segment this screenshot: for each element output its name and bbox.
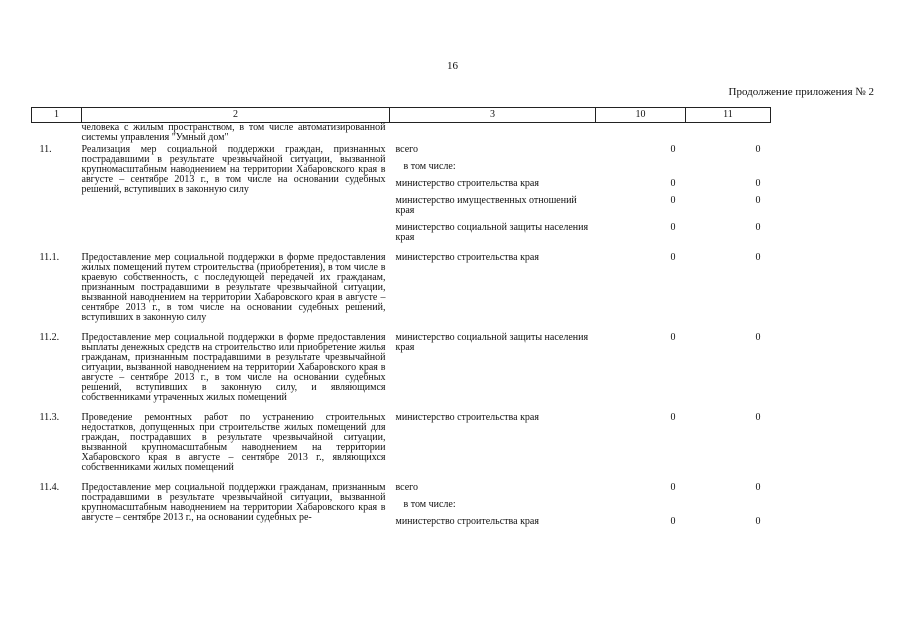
value-col-10 xyxy=(596,162,686,172)
value-col-11 xyxy=(686,500,771,510)
value-col-10: 0 xyxy=(670,332,676,343)
header-col-3: 3 xyxy=(390,108,596,123)
value-col-11-cell xyxy=(686,145,771,253)
header-col-10: 10 xyxy=(596,108,686,123)
value-col-11: 0 xyxy=(755,178,761,189)
value-col-11-cell xyxy=(686,253,771,333)
page-number: 16 xyxy=(447,60,458,72)
row-number-cell xyxy=(32,145,82,253)
table-row xyxy=(32,253,771,333)
executor-cell xyxy=(390,483,596,537)
row-number-cell xyxy=(32,123,82,146)
value-col-11: 0 xyxy=(755,412,761,423)
value-col-10-cell xyxy=(596,483,686,537)
program-table xyxy=(31,107,771,537)
value-col-10-cell xyxy=(596,253,686,333)
table-row xyxy=(32,145,771,253)
row-number: 11.4. xyxy=(39,482,60,493)
row-number: 11.2. xyxy=(39,332,60,343)
value-col-11-cell xyxy=(686,413,771,483)
table-row xyxy=(32,333,771,413)
header-col-1: 1 xyxy=(32,108,82,123)
executor-label: в том числе: xyxy=(403,499,456,510)
value-col-11-cell xyxy=(686,123,771,146)
row-description-cell xyxy=(82,413,390,483)
value-col-10: 0 xyxy=(670,252,676,263)
executor-cell xyxy=(390,333,596,413)
row-number: 11.3. xyxy=(39,412,60,423)
value-col-11: 0 xyxy=(755,516,761,527)
row-number-cell xyxy=(32,253,82,333)
executor-cell xyxy=(390,253,596,333)
value-col-10: 0 xyxy=(670,178,676,189)
executor-cell xyxy=(390,145,596,253)
value-col-10 xyxy=(596,500,686,510)
executor-label: министерство социальной защиты населения края xyxy=(395,222,589,243)
executor-label: министерство строительства края xyxy=(395,516,539,527)
continuation-note: Продолжение приложения № 2 xyxy=(728,86,874,98)
row-description: Предоставление мер социальной поддержки гражданам, признанным пострадавшими в результате чрезвычайной ситуации, вызванной крупномасштабным наводнением на территории Хабаровского края в августе – сентябре 2013 г., на основании судебных ре- xyxy=(81,482,386,523)
executor-label: всего xyxy=(395,144,419,155)
value-col-10: 0 xyxy=(670,482,676,493)
row-description: Реализация мер социальной поддержки граждан, признанных пострадавшими в результате чрезвычайной ситуации, вызванной крупномасштабным наводнением на территории Хабаровского края в августе – сентябре 2013 г., в том числе на основании судебных решений, вступивших в законную силу xyxy=(81,144,386,195)
value-col-10-cell xyxy=(596,413,686,483)
row-number-cell xyxy=(32,483,82,537)
executor-label: всего xyxy=(395,482,419,493)
row-description: Проведение ремонтных работ по устранению строительных недостатков, допущенных при строительстве жилых помещений для граждан, пострадавших в результате чрезвычайной ситуации, вызванной крупномасштабным наводнением на территории Хабаровского края в августе – сентябре 2013 г., являющихся собственниками жилых помещений xyxy=(81,412,386,473)
table-row xyxy=(32,413,771,483)
row-description: человека с жилым пространством, в том числе автоматизированной системы управления "Умный дом" xyxy=(81,122,386,143)
value-col-10: 0 xyxy=(670,222,676,233)
executor-label: министерство строительства края xyxy=(395,178,539,189)
row-description-cell xyxy=(82,333,390,413)
value-col-10-cell xyxy=(596,333,686,413)
executor-label: министерство социальной защиты населения края xyxy=(395,332,589,353)
value-col-10: 0 xyxy=(670,144,676,155)
value-col-11: 0 xyxy=(755,252,761,263)
header-row xyxy=(32,108,771,123)
table-row xyxy=(32,123,771,146)
row-description-cell xyxy=(82,123,390,146)
value-col-10: 0 xyxy=(670,412,676,423)
value-col-10: 0 xyxy=(670,195,676,206)
value-col-11: 0 xyxy=(755,482,761,493)
value-col-11: 0 xyxy=(755,144,761,155)
row-description-cell xyxy=(82,145,390,253)
row-description-cell xyxy=(82,253,390,333)
executor-cell xyxy=(390,123,596,146)
row-description: Предоставление мер социальной поддержки в форме предоставления выплаты денежных средств на строительство или приобретение жилья гражданам, признанным пострадавшими в результате чрезвычайной ситуации, вызванной наводнением на территории Хабаровского края в августе – сентябре 2013 г., в том числе на основании судебных решений, вступивших в законную силу, и являющимся собственниками утраченных жилых помещений xyxy=(81,332,386,403)
executor-cell xyxy=(390,413,596,483)
value-col-10-cell xyxy=(596,145,686,253)
executor-label: министерство имущественных отношений края xyxy=(395,195,577,216)
value-col-10: 0 xyxy=(670,516,676,527)
value-col-11: 0 xyxy=(755,222,761,233)
row-description: Предоставление мер социальной поддержки в форме предоставления жилых помещений путем строительства (приобретения), в том числе в краевую собственность, с последующей передачей их гражданам, признанным пострадавшими в результате чрезвычайной ситуации, вызванной наводнением на территории Хабаровского края в августе – сентябре 2013 г., в том числе на основании судебных решений, вступивших в законную силу xyxy=(81,252,386,323)
value-col-10-cell xyxy=(596,123,686,146)
executor-label: министерство строительства края xyxy=(395,412,539,423)
value-col-11: 0 xyxy=(755,332,761,343)
header-col-2: 2 xyxy=(82,108,390,123)
table-row xyxy=(32,483,771,537)
row-number: 11. xyxy=(39,144,52,155)
header-col-11: 11 xyxy=(686,108,771,123)
value-col-11-cell xyxy=(686,483,771,537)
value-col-11: 0 xyxy=(755,195,761,206)
row-number-cell xyxy=(32,413,82,483)
value-col-11-cell xyxy=(686,333,771,413)
row-description-cell xyxy=(82,483,390,537)
table-body xyxy=(32,123,771,538)
executor-label: министерство строительства края xyxy=(395,252,539,263)
row-number-cell xyxy=(32,333,82,413)
value-col-11 xyxy=(686,162,771,172)
row-number: 11.1. xyxy=(39,252,60,263)
executor-label: в том числе: xyxy=(403,161,456,172)
